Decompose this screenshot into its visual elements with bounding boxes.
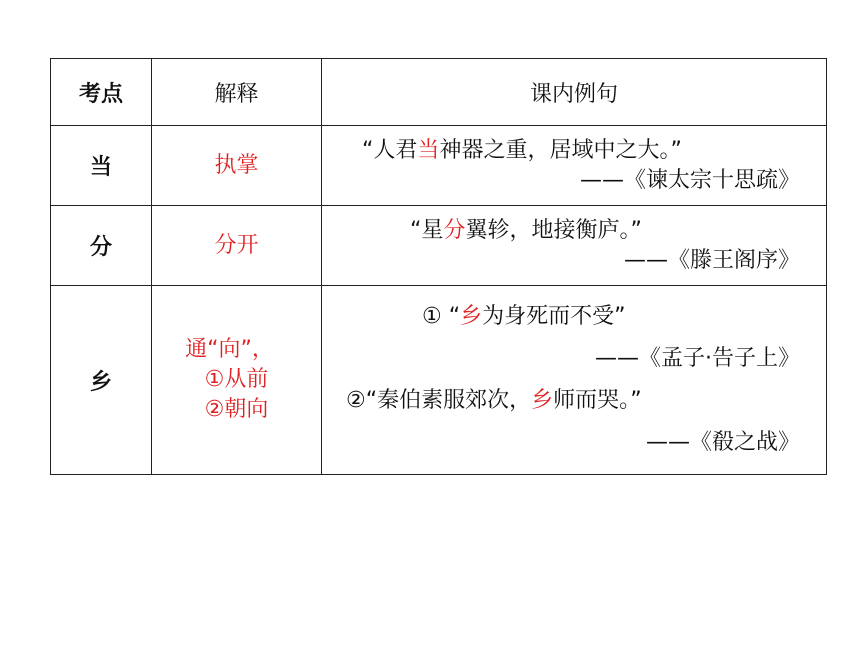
example-marker: ① xyxy=(422,304,442,329)
header-row xyxy=(51,59,827,126)
header-examples: 课内例句 xyxy=(322,59,827,126)
explanation-cell xyxy=(152,286,322,475)
term-cell: 当 xyxy=(51,126,152,206)
example-source: ——《谏太宗十思疏》 xyxy=(579,167,800,193)
example-cell xyxy=(322,286,827,475)
term-cell: 分 xyxy=(51,206,152,286)
header-explanation: 解释 xyxy=(152,59,322,126)
quote-keyword: 乡 xyxy=(460,304,483,329)
explanation-line: 执掌 xyxy=(214,152,259,178)
example-source: ——《孟子·告子上》 xyxy=(595,346,800,371)
quote-pre: 人君 xyxy=(373,137,418,163)
quote-post: 为身死而不受 xyxy=(482,304,615,329)
example-quote: ②“秦伯素服郊次，乡师而哭。” xyxy=(346,388,642,413)
table-row xyxy=(51,286,827,475)
example-source: ——《滕王阁序》 xyxy=(623,247,800,273)
term-cell: 乡 xyxy=(51,286,152,475)
explanation-cell xyxy=(152,206,322,286)
example-cell xyxy=(322,206,827,286)
example-source: ——《殽之战》 xyxy=(645,430,800,455)
header-term: 考点 xyxy=(51,59,152,126)
quote-pre: 星 xyxy=(421,217,444,243)
quote-keyword: 当 xyxy=(417,137,440,163)
example-quote: “人君当神器之重，居域中之大。” xyxy=(362,137,682,163)
quote-pre: 秦伯素服郊次， xyxy=(377,388,532,413)
example-quote: “星分翼轸，地接衡庐。” xyxy=(410,217,642,243)
explanation-cell xyxy=(152,126,322,206)
explanation-line: ①从前 xyxy=(204,367,269,392)
explanation-line: 通“向”， xyxy=(185,337,274,362)
quote-post: 翼轸，地接衡庐。 xyxy=(465,217,631,243)
quote-post: 神器之重，居域中之大。 xyxy=(439,137,671,163)
example-quote: ① “乡为身死而不受” xyxy=(422,304,626,329)
explanation-line: 分开 xyxy=(214,232,259,258)
example-cell xyxy=(322,126,827,206)
quote-keyword: 分 xyxy=(443,217,466,243)
quote-post: 师而哭。 xyxy=(553,388,631,413)
quote-keyword: 乡 xyxy=(531,388,554,413)
explanation-line: ②朝向 xyxy=(204,397,269,422)
vocab-table xyxy=(50,58,827,475)
table-row xyxy=(51,206,827,286)
example-marker: ② xyxy=(346,388,366,413)
table-row xyxy=(51,126,827,206)
